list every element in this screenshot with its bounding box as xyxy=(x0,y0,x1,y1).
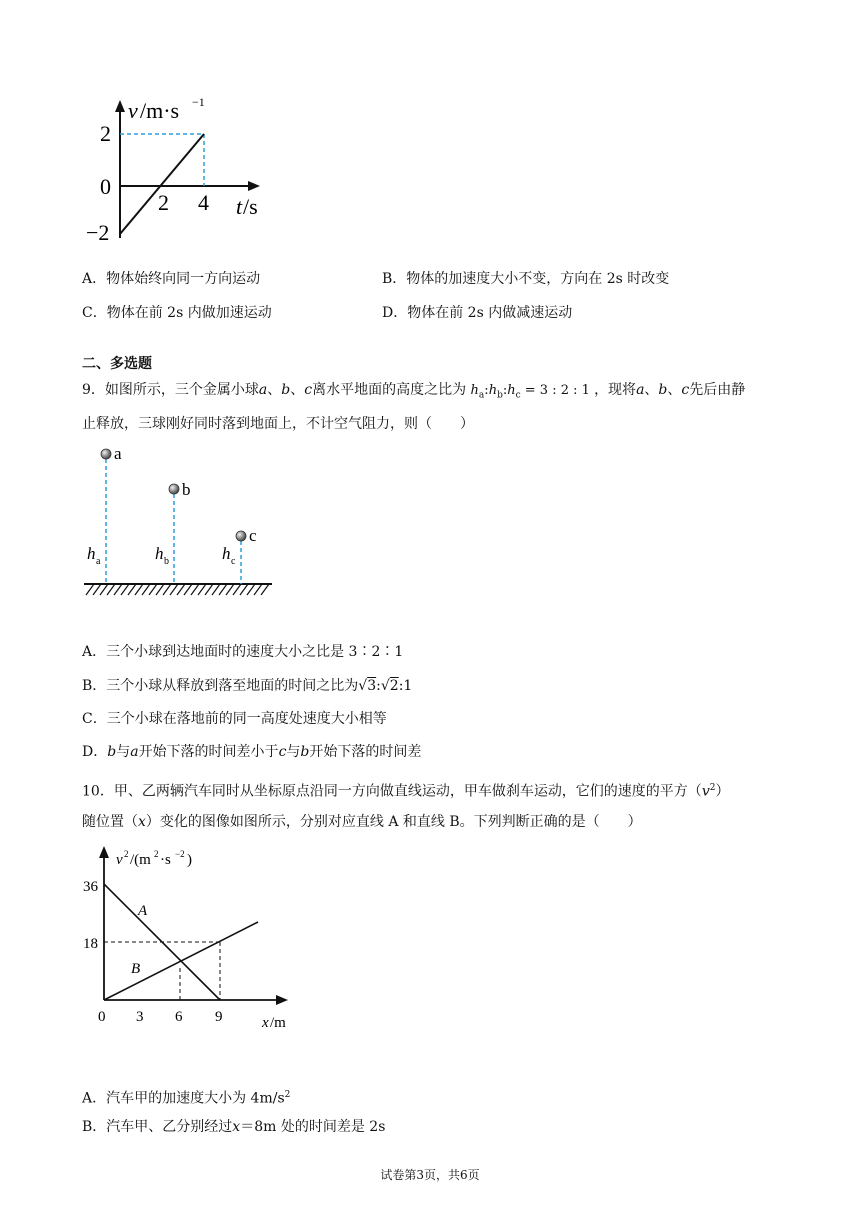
sqrt-symbol: √ xyxy=(358,678,368,694)
q9-sep3: 、 xyxy=(644,382,659,398)
q9-sep4: 、 xyxy=(667,382,682,398)
x-axis-label-x: x xyxy=(262,1015,269,1031)
ball-a-label: a xyxy=(114,444,122,463)
q9-sub-b: b xyxy=(497,390,503,401)
y-axis-label-unit: /(m xyxy=(130,852,151,868)
q9-var-b: b xyxy=(281,382,291,398)
q8-option-d: D．物体在前 2s 内做减速运动 xyxy=(382,305,573,321)
q9-option-d-a: a xyxy=(130,744,139,760)
q8-option-a: A．物体始终向同一方向运动 xyxy=(82,271,261,287)
q9-sub-c: c xyxy=(515,390,521,401)
y-axis-label-v: v xyxy=(116,852,123,868)
q9-stem-part4: 先后由静 xyxy=(689,382,746,398)
q9-stem-line1 xyxy=(82,380,745,406)
x-axis-label-unit: /m xyxy=(270,1015,286,1031)
line-a-label: A xyxy=(138,903,148,919)
y-axis-label-unit: /m·s xyxy=(140,98,180,123)
velocity-line xyxy=(120,134,204,234)
y-axis-arrow xyxy=(115,100,125,112)
q9-option-a: A．三个小球到达地面时的速度大小之比是 3∶2∶1 xyxy=(82,644,404,660)
q8-option-b: B．物体的加速度大小不变，方向在 2s 时改变 xyxy=(382,271,670,287)
tick-x-4: 4 xyxy=(198,190,209,215)
q9-ratio-formula xyxy=(470,383,595,401)
q10-option-b-prefix: B．汽车甲、乙分别经过 xyxy=(82,1119,233,1135)
q9-stem-line2: 止释放，三球刚好同时落到地面上，不计空气阻力，则（ ） xyxy=(82,416,474,432)
q10-option-b-x: x xyxy=(232,1119,241,1135)
height-label-a: h xyxy=(87,544,96,563)
q9-option-d-mid2: 开始下落的时间差小于 xyxy=(138,744,279,760)
q10-stem-x: x xyxy=(138,814,146,830)
q9-option-d-mid3: 与 xyxy=(286,744,301,760)
q10-option-b-tail: ＝8m 处的时间差是 2s xyxy=(240,1119,386,1135)
q8-option-c: C．物体在前 2s 内做加速运动 xyxy=(82,305,272,321)
q9-option-b-sqrt2: 2 xyxy=(389,678,399,694)
q10-stem-line2 xyxy=(82,812,642,832)
tick-18: 18 xyxy=(83,936,98,952)
q10-option-a xyxy=(82,1085,290,1109)
tick-6: 6 xyxy=(175,1009,183,1025)
q9-stem-part1: 9．如图所示，三个金属小球 xyxy=(82,382,259,398)
q9-sub-a: a xyxy=(478,390,485,401)
q9-stem-part2: 离水平地面的高度之比为 xyxy=(312,382,467,398)
height-label-a-sub: a xyxy=(96,556,101,567)
q9-colon2: : xyxy=(502,383,508,398)
q10-stem-line1-text: 10．甲、乙两辆汽车同时从坐标原点沿同一方向做直线运动，甲车做刹车运动，它们的速度的平方（ xyxy=(82,783,702,800)
height-label-c-sub: c xyxy=(231,556,236,567)
q9-var-c: c xyxy=(304,382,313,398)
q9-colon1: : xyxy=(484,383,489,398)
q10-option-b xyxy=(82,1117,385,1137)
page-footer: 试卷第3页，共6页 xyxy=(380,1168,480,1182)
q9-option-b-colon: : xyxy=(376,678,381,694)
line-b-label: B xyxy=(131,961,141,977)
ball-a xyxy=(101,449,111,459)
q9-option-d-mid1: 与 xyxy=(116,744,131,760)
q9-sep1: 、 xyxy=(267,382,282,398)
q10-option-a-text: A．汽车甲的加速度大小为 4m/s xyxy=(82,1090,285,1107)
ball-b-label: b xyxy=(182,480,191,499)
q9-option-d-b: b xyxy=(107,744,117,760)
q10-v2x-graph xyxy=(80,840,310,1040)
height-label-b-sub: b xyxy=(164,556,169,567)
q9-option-c: C．三个小球在落地前的同一高度处速度大小相等 xyxy=(82,711,387,727)
y-axis-label-sup: 2 xyxy=(124,849,129,859)
q9-option-d-prefix: D． xyxy=(82,744,108,760)
q10-stem-line2-a: 随位置（ xyxy=(82,814,138,830)
line-b xyxy=(104,922,258,1000)
height-label-c: h xyxy=(222,544,231,563)
q10-stem-v: v xyxy=(701,783,710,800)
y-axis-label-exp: −1 xyxy=(192,95,205,109)
q9-option-b-sqrt3: 3 xyxy=(367,678,377,694)
q9-stem-part3: ，现将 xyxy=(594,382,637,398)
q9-sep2: 、 xyxy=(290,382,305,398)
q9-h-b: h xyxy=(488,383,498,398)
q10-option-a-sup: 2 xyxy=(284,1090,291,1100)
q9-option-d-tail: 开始下落的时间差 xyxy=(309,744,422,760)
q9-balls-figure xyxy=(80,440,280,605)
q9-option-b xyxy=(82,676,412,696)
tick-3: 3 xyxy=(136,1009,144,1025)
q10-stem-line1-end: ） xyxy=(715,783,730,800)
ball-b xyxy=(169,484,179,494)
y-axis-label-v: v xyxy=(128,98,138,123)
tick-x-2: 2 xyxy=(158,190,169,215)
q9-var-b2: b xyxy=(658,382,668,398)
tick-0: 0 xyxy=(98,1009,106,1025)
q10-stem-sup: 2 xyxy=(709,783,716,793)
q9-h-c: h xyxy=(507,383,516,398)
q9-option-d xyxy=(82,742,421,762)
q9-var-a: a xyxy=(258,382,268,398)
q9-var-c2: c xyxy=(681,382,690,398)
tick-y-top: 2 xyxy=(100,121,111,146)
y-axis-label-unit-mid: ·s xyxy=(160,852,171,868)
x-axis-label-t: t xyxy=(236,194,243,219)
section-heading-multiple-choice: 二、多选题 xyxy=(82,356,152,372)
x-axis-arrow xyxy=(248,181,260,191)
sqrt-symbol: √ xyxy=(380,678,390,694)
x-axis-arrow xyxy=(276,995,288,1005)
ground-hatching xyxy=(86,584,269,595)
ball-c-label: c xyxy=(249,526,257,545)
q9-option-d-b2: b xyxy=(300,744,310,760)
y-axis-label-unit-end: ) xyxy=(187,852,192,868)
ball-c xyxy=(236,531,246,541)
q10-stem-line1 xyxy=(82,778,729,802)
q8-vt-graph xyxy=(86,88,280,248)
q9-option-b-prefix: B．三个小球从释放到落至地面的时间之比为 xyxy=(82,678,359,694)
tick-9: 9 xyxy=(215,1009,223,1025)
height-label-b: h xyxy=(155,544,164,563)
y-axis-label-unit-sup: 2 xyxy=(154,849,159,859)
q9-var-a2: a xyxy=(636,382,645,398)
tick-origin: 0 xyxy=(100,174,111,199)
q10-stem-line2-b: ）变化的图像如图所示，分别对应直线 A 和直线 B。下列判断正确的是（ ） xyxy=(145,814,642,830)
tick-36: 36 xyxy=(83,879,98,895)
q9-ratio-values: = 3 : 2 : 1 xyxy=(524,383,590,398)
y-axis-arrow xyxy=(99,846,109,858)
q9-option-d-c: c xyxy=(278,744,287,760)
tick-y-bottom: −2 xyxy=(86,220,110,245)
x-axis-label-unit: /s xyxy=(243,194,258,219)
y-axis-label-unit-sup2: −2 xyxy=(175,849,185,859)
q9-option-b-tail: :1 xyxy=(398,678,413,694)
q9-h-a: h xyxy=(470,383,479,398)
